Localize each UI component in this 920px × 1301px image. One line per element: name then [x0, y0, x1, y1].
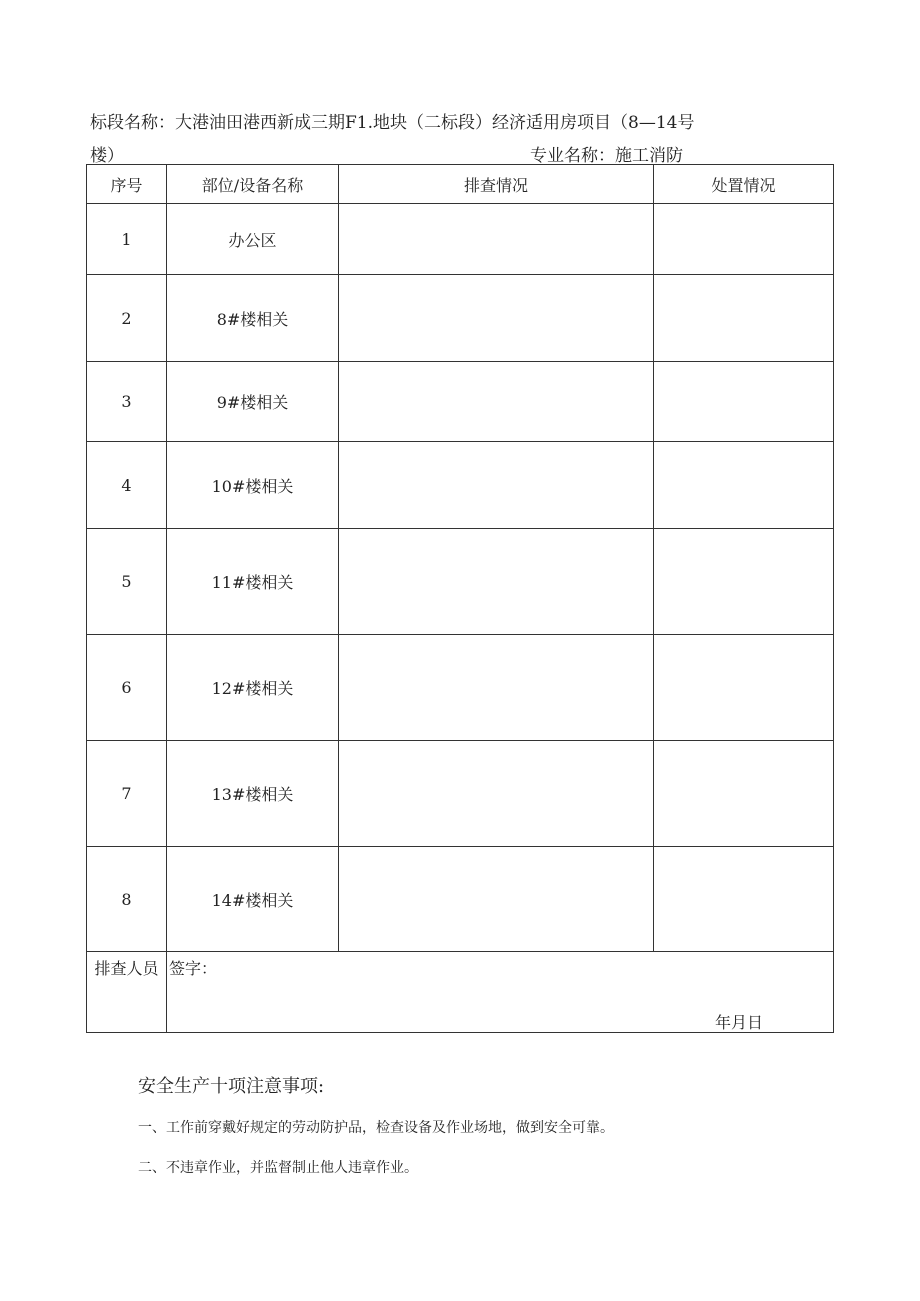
major-name: 专业名称：施工消防	[530, 146, 683, 166]
table-row	[87, 204, 834, 275]
row-no: 6	[87, 635, 167, 741]
header-handle: 处置情况	[654, 165, 834, 204]
row-no: 5	[87, 529, 167, 635]
row-handle-cell[interactable]	[654, 635, 834, 741]
row-handle-cell[interactable]	[654, 529, 834, 635]
row-location: 12#楼相关	[167, 635, 339, 741]
row-location: 办公区	[167, 204, 339, 275]
row-handle-cell[interactable]	[654, 442, 834, 529]
row-location: 10#楼相关	[167, 442, 339, 529]
row-handle-cell[interactable]	[654, 204, 834, 275]
safety-note-item: 二、不违章作业，并监督制止他人违章作业。	[138, 1160, 418, 1176]
row-no: 3	[87, 362, 167, 442]
table-row	[87, 529, 834, 635]
safety-note-item: 一、工作前穿戴好规定的劳动防护品，检查设备及作业场地，做到安全可靠。	[138, 1120, 614, 1136]
inspection-table	[86, 164, 834, 1033]
row-check-cell[interactable]	[339, 275, 654, 362]
header-no: 序号	[87, 165, 167, 204]
row-location: 11#楼相关	[167, 529, 339, 635]
row-location: 13#楼相关	[167, 741, 339, 847]
table-row	[87, 741, 834, 847]
header-check: 排查情况	[339, 165, 654, 204]
row-no: 2	[87, 275, 167, 362]
row-no: 7	[87, 741, 167, 847]
table-row	[87, 442, 834, 529]
table-row	[87, 275, 834, 362]
date-label: 年月日	[715, 1013, 764, 1032]
section-name-line2: 楼）	[90, 146, 124, 166]
row-no: 8	[87, 847, 167, 952]
signature-row	[87, 952, 834, 1033]
header-location: 部位/设备名称	[167, 165, 339, 204]
signature-label: 签字：	[169, 959, 218, 978]
row-check-cell[interactable]	[339, 635, 654, 741]
table-row	[87, 635, 834, 741]
table-row	[87, 362, 834, 442]
row-check-cell[interactable]	[339, 529, 654, 635]
row-handle-cell[interactable]	[654, 847, 834, 952]
row-location: 14#楼相关	[167, 847, 339, 952]
row-handle-cell[interactable]	[654, 741, 834, 847]
row-handle-cell[interactable]	[654, 275, 834, 362]
row-location: 9#楼相关	[167, 362, 339, 442]
row-no: 4	[87, 442, 167, 529]
table-row	[87, 847, 834, 952]
section-name-line1: 标段名称：大港油田港西新成三期F1.地块（二标段）经济适用房项目（8—14号	[90, 113, 695, 133]
table-header-row	[87, 165, 834, 204]
signature-cell[interactable]	[167, 952, 834, 1033]
row-check-cell[interactable]	[339, 204, 654, 275]
row-check-cell[interactable]	[339, 362, 654, 442]
row-handle-cell[interactable]	[654, 362, 834, 442]
row-location: 8#楼相关	[167, 275, 339, 362]
row-check-cell[interactable]	[339, 442, 654, 529]
inspector-label: 排查人员	[87, 952, 167, 1033]
row-check-cell[interactable]	[339, 847, 654, 952]
safety-notes-title: 安全生产十项注意事项:	[138, 1076, 325, 1097]
row-check-cell[interactable]	[339, 741, 654, 847]
row-no: 1	[87, 204, 167, 275]
